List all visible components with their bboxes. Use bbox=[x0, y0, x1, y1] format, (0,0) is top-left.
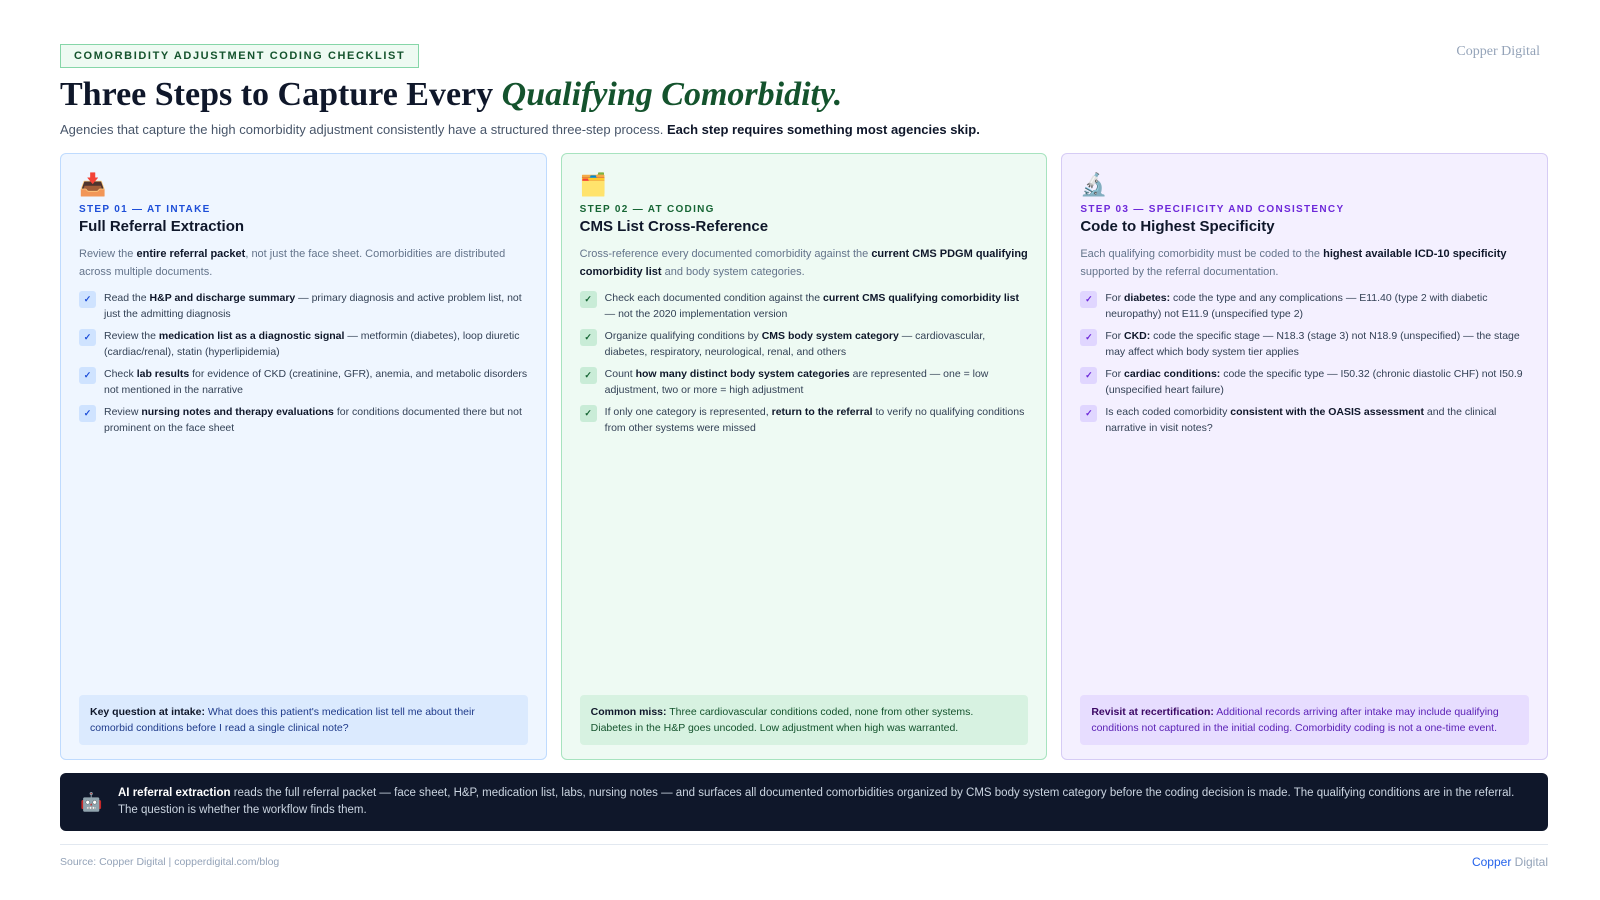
text-segment: code the specific stage — N18.3 (stage 3) not N18.9 (unspecified) — the stage may affect which body system tier applies bbox=[1105, 330, 1520, 358]
checklist-item-text bbox=[104, 405, 528, 436]
text-segment: Each qualifying comorbidity must be coded to the bbox=[1080, 248, 1324, 260]
checkmark-icon: ✓ bbox=[580, 329, 597, 346]
checkmark-icon: ✓ bbox=[79, 367, 96, 384]
emphasis-text: AI referral extraction bbox=[118, 787, 231, 799]
callout-note bbox=[580, 695, 1029, 745]
footer-divider bbox=[60, 844, 1548, 845]
text-segment: Count bbox=[604, 368, 636, 380]
text-segment: Organize qualifying conditions by bbox=[604, 330, 762, 342]
eyebrow-tag: COMORBIDITY ADJUSTMENT CODING CHECKLIST bbox=[60, 44, 419, 68]
text-segment: code the specific type — I50.32 (chronic diastolic CHF) not I50.9 (unspecified heart failure) bbox=[1105, 368, 1523, 396]
text-segment: code the type and any complications — E11.40 (type 2 with diabetic neuropathy) not E11.9 (unspecified type 2) bbox=[1105, 292, 1488, 320]
emphasis-text: current CMS PDGM qualifying comorbidity list bbox=[579, 248, 1028, 278]
emphasis-text: H&P and discharge summary bbox=[149, 292, 296, 304]
text-segment: — not the 2020 implementation version bbox=[604, 307, 788, 320]
text-segment: Cross-reference every documented comorbidity against the bbox=[579, 248, 872, 260]
text-segment: Is each coded comorbidity bbox=[1105, 406, 1231, 418]
text-segment: Three cardiovascular conditions coded, none from other systems. Diabetes in the H&P goes uncoded. Low adjustment when high was warranted. bbox=[590, 706, 974, 734]
card-description bbox=[1080, 245, 1529, 281]
emphasis-text: Key question at intake: bbox=[90, 706, 205, 718]
checklist-item bbox=[1080, 329, 1529, 360]
checklist-item-text bbox=[1105, 329, 1529, 360]
checkmark-icon: ✓ bbox=[1080, 291, 1097, 308]
subtitle-emphasis: Each step requires something most agencies skip. bbox=[667, 122, 980, 137]
checklist-item bbox=[79, 291, 528, 322]
step-label: STEP 01 — AT INTAKE bbox=[79, 204, 211, 215]
text-segment: — metformin (diabetes), loop diuretic (cardiac/renal), statin (hyperlipidemia) bbox=[104, 330, 520, 358]
text-segment: , not just the face sheet. Comorbidities are distributed across multiple documents. bbox=[79, 248, 506, 278]
emphasis-text: current CMS qualifying comorbidity list bbox=[822, 292, 1020, 304]
checklist-item-text bbox=[104, 329, 528, 360]
card-title: Code to Highest Specificity bbox=[1080, 218, 1275, 235]
emphasis-text: how many distinct body system categories bbox=[635, 368, 850, 380]
page-title bbox=[60, 76, 842, 114]
text-segment: and the clinical narrative in visit notes? bbox=[1105, 406, 1497, 434]
step-label: STEP 03 — SPECIFICITY AND CONSISTENCY bbox=[1080, 204, 1345, 215]
emphasis-text: diabetes: bbox=[1124, 292, 1171, 304]
title-main: Three Steps to Capture Every bbox=[60, 76, 502, 113]
card-description bbox=[79, 245, 528, 281]
page-subtitle bbox=[60, 122, 980, 137]
step-card-intake bbox=[60, 153, 547, 760]
checklist bbox=[580, 291, 1029, 436]
callout-note bbox=[1080, 695, 1529, 745]
footer-brand-part2: Digital bbox=[1511, 855, 1548, 869]
card-title: CMS List Cross-Reference bbox=[579, 218, 769, 235]
checkmark-icon: ✓ bbox=[1080, 367, 1097, 384]
checkmark-icon: ✓ bbox=[79, 405, 96, 422]
checkmark-icon: ✓ bbox=[79, 291, 96, 308]
text-segment: Read the bbox=[104, 292, 150, 304]
callout-note bbox=[79, 695, 528, 745]
checklist-item-text bbox=[1105, 367, 1529, 398]
checklist-item-text bbox=[1105, 405, 1529, 436]
text-segment: Additional records arriving after intake may include qualifying conditions not captured in the initial coding. Comorbidity coding is not a one-time event. bbox=[1091, 706, 1499, 734]
emphasis-text: consistent with the OASIS assessment bbox=[1230, 406, 1424, 418]
text-segment: For bbox=[1105, 330, 1125, 342]
emphasis-text: nursing notes and therapy evaluations bbox=[141, 406, 334, 418]
text-segment: — cardiovascular, diabetes, respiratory, neurological, renal, and others bbox=[604, 330, 986, 358]
checklist-item bbox=[1080, 291, 1529, 322]
checkmark-icon: ✓ bbox=[1080, 329, 1097, 346]
checkmark-icon: ✓ bbox=[79, 329, 96, 346]
footer-brand-part1: Copper bbox=[1471, 855, 1512, 869]
footer-source: Source: Copper Digital | copperdigital.com/blog bbox=[60, 856, 280, 868]
checkmark-icon: ✓ bbox=[580, 405, 597, 422]
checkmark-icon: ✓ bbox=[580, 367, 597, 384]
checklist-item bbox=[79, 405, 528, 436]
checklist-item-text bbox=[605, 291, 1029, 322]
emphasis-text: entire referral packet bbox=[136, 248, 246, 260]
text-segment: reads the full referral packet — face sheet, H&P, medication list, labs, nursing notes — and surfaces all documented comorbidities organized by CMS body system category before the coding decision is made. The qualifying conditions are in the referral. The question is whether the workflow finds them. bbox=[118, 787, 1515, 816]
emphasis-text: highest available ICD-10 specificity bbox=[1323, 248, 1507, 260]
step-cards bbox=[60, 153, 1548, 760]
checklist bbox=[79, 291, 528, 436]
checklist-item bbox=[580, 329, 1029, 360]
checklist-item-text bbox=[605, 367, 1029, 398]
checklist-item-text bbox=[605, 405, 1029, 436]
checklist-item-text bbox=[605, 329, 1029, 360]
emphasis-text: return to the referral bbox=[771, 406, 873, 418]
text-segment: are represented — one = low adjustment, two or more = high adjustment bbox=[604, 368, 989, 396]
step-label: STEP 02 — AT CODING bbox=[579, 204, 715, 215]
text-segment: Check each documented condition against the bbox=[604, 292, 823, 304]
text-segment: Review the bbox=[79, 248, 137, 260]
robot-icon: 🤖 bbox=[80, 791, 103, 812]
footer-brand bbox=[1472, 855, 1548, 869]
text-segment: Review the bbox=[104, 330, 159, 342]
emphasis-text: cardiac conditions: bbox=[1124, 368, 1221, 380]
checklist-item bbox=[79, 329, 528, 360]
emphasis-text: Revisit at recertification: bbox=[1091, 706, 1214, 718]
checkmark-icon: ✓ bbox=[1080, 405, 1097, 422]
text-segment: — primary diagnosis and active problem list, not just the admitting diagnosis bbox=[104, 292, 522, 320]
checklist-item bbox=[580, 367, 1029, 398]
text-segment: For bbox=[1105, 368, 1125, 380]
checklist-item bbox=[1080, 405, 1529, 436]
checklist-item-text bbox=[1105, 291, 1529, 322]
text-segment: If only one category is represented, bbox=[604, 406, 772, 418]
text-segment: Review bbox=[104, 406, 142, 418]
title-accent: Qualifying Comorbidity. bbox=[501, 76, 843, 113]
text-segment: and body system categories. bbox=[661, 266, 805, 278]
card-title: Full Referral Extraction bbox=[79, 218, 245, 235]
subtitle-lead: Agencies that capture the high comorbidity adjustment consistently have a structured three-step process. bbox=[60, 122, 667, 137]
text-segment: for conditions documented there but not prominent on the face sheet bbox=[104, 406, 522, 434]
ai-extraction-banner bbox=[60, 773, 1548, 831]
checklist-item bbox=[580, 291, 1029, 322]
checklist-item bbox=[1080, 367, 1529, 398]
checklist-item bbox=[580, 405, 1029, 436]
card-description bbox=[580, 245, 1029, 281]
checkmark-icon: ✓ bbox=[580, 291, 597, 308]
text-segment: What does this patient's medication list tell me about their comorbid conditions before I read a single clinical note? bbox=[90, 706, 475, 734]
emphasis-text: CMS body system category bbox=[761, 330, 899, 342]
checklist-item bbox=[79, 367, 528, 398]
inbox-tray-icon: 📥 bbox=[79, 172, 107, 197]
emphasis-text: medication list as a diagnostic signal bbox=[158, 330, 345, 342]
text-segment: Check bbox=[104, 368, 137, 380]
text-segment: For bbox=[1105, 292, 1125, 304]
emphasis-text: lab results bbox=[136, 368, 190, 380]
checklist-item-text bbox=[104, 291, 528, 322]
step-card-specificity bbox=[1061, 153, 1548, 760]
text-segment: supported by the referral documentation. bbox=[1080, 266, 1279, 278]
microscope-icon: 🔬 bbox=[1080, 172, 1108, 197]
step-card-coding bbox=[561, 153, 1048, 760]
checklist-item-text bbox=[104, 367, 528, 398]
brand-logo-text: Copper Digital bbox=[1456, 44, 1540, 59]
banner-text bbox=[118, 785, 1522, 819]
emphasis-text: CKD: bbox=[1124, 330, 1151, 342]
text-segment: to verify no qualifying conditions from other systems were missed bbox=[604, 406, 1025, 434]
card-index-dividers-icon: 🗂️ bbox=[579, 172, 608, 197]
checklist bbox=[1080, 291, 1529, 436]
emphasis-text: Common miss: bbox=[590, 706, 667, 718]
text-segment: for evidence of CKD (creatinine, GFR), anemia, and metabolic disorders not mentioned in the narrative bbox=[104, 368, 528, 396]
